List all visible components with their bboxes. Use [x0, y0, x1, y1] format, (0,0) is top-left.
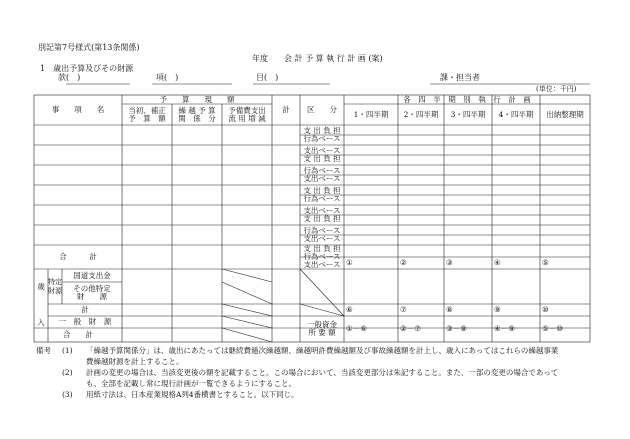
note-1-line1: 「繰越予算関係分」は、歳出にあたっては継続費逓次繰越額、繰越明許費繰越額及び事故繰越額を計上し、歳入にあってはこれらの繰越事業	[86, 346, 559, 355]
kubun-label: 支 出 負 担	[303, 126, 341, 136]
kou-label: 項( )	[156, 73, 179, 82]
mark-9: ⑨	[494, 305, 501, 315]
bikou-label: 備考	[36, 346, 51, 355]
kubun-row-1	[300, 125, 344, 145]
mark-diff-3: ③－⑧	[446, 324, 467, 334]
mark-1: ①	[346, 258, 353, 268]
page-title: 年度 会 計 予 算 執 行 計 画 (案)	[252, 54, 383, 63]
kubun-row-2	[300, 145, 344, 165]
form-label: 別記第7号様式(第13条関係)	[38, 43, 140, 52]
note-2-number: (2)	[62, 368, 73, 377]
note-3-number: (3)	[62, 390, 73, 399]
unit-label: (単位：千円)	[536, 85, 577, 93]
kan-label: 款( )	[58, 73, 81, 82]
mark-diff-4: ④－⑨	[494, 324, 515, 334]
kubun-label: 支 出 負 担	[303, 244, 341, 254]
note-2-line1: 計画の変更の場合は、当該変更後の額を記載すること。この場合において、当該変更部分は朱記すること。また、一部の変更の場合であって	[86, 368, 559, 377]
sonota-line1: その他特定	[73, 284, 111, 294]
ippan-zaigen-label: 一 般 財 源	[58, 317, 112, 327]
header-kurikoshi	[172, 104, 222, 125]
header-q2: 2・四半期	[403, 109, 439, 119]
mark-8: ⑧	[446, 305, 453, 315]
sai-label: 歳	[37, 281, 45, 291]
header-jikou: 事 項 名	[51, 105, 105, 115]
header-tosho-hosei-line1: 当初、補正	[128, 105, 166, 115]
tokutei-label: 特定財源	[48, 278, 62, 295]
header-kurikoshi-line2: 関 係 分	[178, 113, 216, 123]
mark-6: ⑥	[346, 305, 353, 315]
nyu-label: 入	[37, 318, 45, 328]
header-tosho-hosei-line2: 予 算 額	[128, 113, 166, 123]
kubun-row-7	[300, 245, 344, 269]
kubun-label: 支出ベース	[303, 146, 341, 156]
kubun-label: 行為ベース	[303, 226, 341, 236]
ippan-shikin-label	[300, 316, 344, 342]
note-1-number: (1)	[62, 346, 73, 355]
kubun-label: 行為ベース	[303, 134, 341, 143]
mark-7: ⑦	[400, 305, 407, 315]
header-tosho-hosei	[122, 104, 172, 125]
header-yobihi	[222, 104, 272, 125]
kokko-label: 国道支出金	[73, 270, 111, 280]
header-yobihi-line2: 流 用 増 減	[228, 113, 266, 123]
ippan-shikin-line2: 所 要 額	[308, 328, 336, 337]
kubun-row-4	[300, 185, 344, 205]
header-kei: 計	[282, 105, 290, 115]
kubun-label: 行為ベース	[303, 166, 341, 176]
tantou-label: 課・担当者	[440, 73, 480, 82]
header-yobihi-line1: 予備費支出	[228, 105, 266, 115]
note-1-line2: 費繰越財源を計上すること。	[86, 357, 184, 366]
note-2-line2: も、全部を記載し常に現行計画が一覧できるようにすること。	[86, 379, 296, 388]
header-shikkou: 各 四 半 期 別 執 行 計 画	[403, 94, 531, 104]
mark-3: ③	[446, 258, 453, 268]
header-kubun: 区 分	[307, 105, 337, 115]
kubun-row-3	[300, 165, 344, 185]
goukei2-label: 合 計	[63, 330, 93, 340]
kubun-label: 支出ベース	[303, 206, 341, 216]
section-heading: 1 歳出予算及びその財源	[40, 64, 134, 73]
header-q1: 1・四半期	[353, 109, 389, 119]
kubun-label: 支 出 負 担	[303, 186, 341, 196]
kubun-label: 支出ベース	[303, 259, 341, 269]
sonota-line2: 財 源	[77, 292, 107, 301]
sonota-label	[62, 282, 122, 304]
mark-diff-2: ②－⑦	[400, 324, 421, 334]
mark-diff-5: ⑤－⑩	[542, 324, 563, 334]
kubun-label: 行為ベース	[303, 252, 341, 262]
kubun-row-6	[300, 225, 344, 245]
mark-4: ④	[494, 258, 501, 268]
header-yosan-genkaku: 予 算 現 額	[159, 94, 235, 104]
header-q4: 4・四半期	[498, 109, 534, 119]
kubun-label: 支出ベース	[303, 174, 341, 183]
kubun-label: 支 出 負 担	[303, 154, 341, 163]
mark-5: ⑤	[542, 258, 549, 268]
kubun-row-5	[300, 205, 344, 225]
kei-label: 計	[81, 305, 89, 315]
mark-2: ②	[400, 258, 407, 268]
note-3-line1: 用紙寸法は、日本産業規格A列4番横書とすること。以下同じ。	[86, 390, 299, 399]
kubun-label: 支 出 負 担	[303, 214, 341, 223]
ippan-shikin-line1: 一般資金	[307, 320, 337, 330]
kubun-label: 行為ベース	[303, 194, 341, 203]
header-suitou: 出納整理期	[546, 109, 584, 119]
mark-10: ⑩	[542, 305, 549, 315]
goukei-label: 合 計	[59, 252, 97, 262]
moku-label: 目( )	[256, 73, 279, 82]
header-q3: 3・四半期	[450, 109, 486, 119]
kubun-label: 支出ベース	[303, 234, 341, 243]
mark-diff-1: ①－⑥	[346, 324, 367, 334]
header-kurikoshi-line1: 繰 越 予 算	[178, 105, 216, 115]
